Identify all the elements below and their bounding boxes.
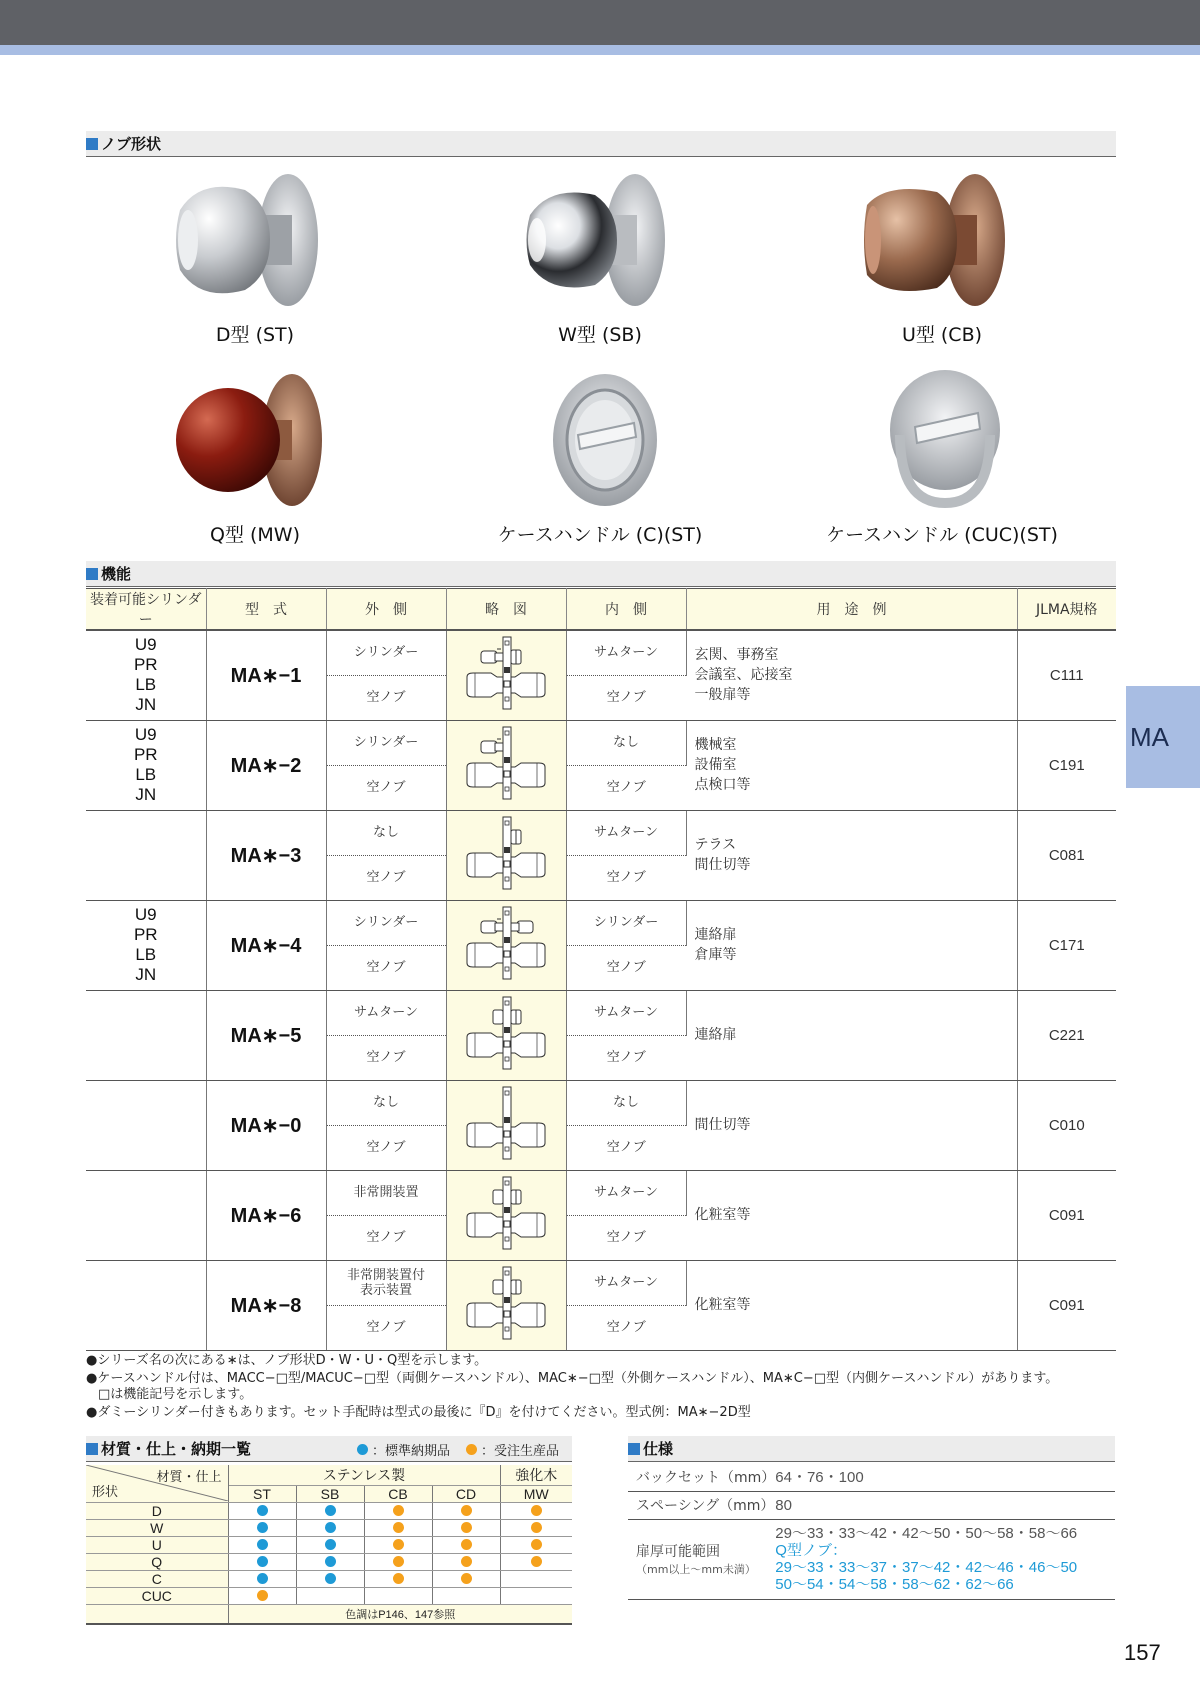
- model-cell: MA∗−8: [206, 1260, 326, 1350]
- use-example: 会議室、応接室: [694, 667, 793, 684]
- corner-top-label: 材質・仕上: [156, 1469, 222, 1484]
- lock-diagram-icon: [461, 702, 551, 717]
- orange-dot-icon: [461, 1539, 472, 1550]
- outside-top: [326, 810, 446, 855]
- cylinder-cell: [86, 810, 206, 900]
- square-bullet-icon: [628, 1443, 640, 1455]
- diagram-cell: [446, 1170, 566, 1260]
- notes: [86, 1353, 1126, 1423]
- cylinder-code: JN: [135, 785, 157, 804]
- availability-cell: [364, 1554, 432, 1571]
- case-handle-c-icon: [530, 365, 680, 515]
- diagram-cell: [446, 1260, 566, 1350]
- jlma-cell: C171: [1017, 900, 1116, 990]
- jlma-cell: C091: [1017, 1260, 1116, 1350]
- use-example: テラス: [694, 837, 737, 853]
- lock-diagram-icon: [461, 792, 551, 807]
- knob-image-w: [515, 170, 685, 310]
- spec-door-value-1: 29〜33・33〜42・42〜50・50〜58・58〜66: [775, 1525, 1078, 1542]
- cylinder-cell: [86, 1170, 206, 1260]
- materials-row: [86, 1520, 572, 1537]
- use-example: 連絡扉: [694, 1027, 737, 1043]
- note-1: ●シリーズ名の次にある∗は、ノブ形状D・W・U・Q型を示します。: [86, 1353, 488, 1368]
- cylinder-cell: [86, 630, 206, 720]
- spec-door-label-cell: [628, 1519, 775, 1599]
- shape-label: U: [86, 1537, 228, 1554]
- spec-row-backset: [628, 1463, 1115, 1491]
- model-cell: MA∗−3: [206, 810, 326, 900]
- spec-door-values: [775, 1519, 1115, 1599]
- uses-cell: [686, 900, 1017, 990]
- spec-spacing-value: 80: [775, 1491, 1115, 1519]
- use-example: 倉庫等: [694, 947, 737, 963]
- header-diagram: 略 図: [446, 589, 566, 631]
- footer-blank: [86, 1605, 228, 1624]
- section-functions: [86, 561, 1116, 587]
- cylinder-code: JN: [135, 695, 157, 715]
- corner-bottom-label: 形状: [92, 1484, 119, 1499]
- orange-dot-icon: [461, 1556, 472, 1567]
- jlma-cell: C081: [1017, 810, 1116, 900]
- outside-bottom: 空ノブ: [326, 945, 446, 990]
- availability-cell: [500, 1588, 572, 1605]
- header-uses: 用 途 例: [686, 589, 1017, 631]
- uses-cell: [686, 630, 1017, 720]
- availability-cell: [432, 1554, 500, 1571]
- spec-table: [628, 1463, 1115, 1600]
- section-specs: [628, 1436, 1115, 1462]
- orange-dot-icon: [531, 1556, 542, 1567]
- inside-bottom: 空ノブ: [566, 1215, 686, 1260]
- outside-bottom: 空ノブ: [326, 765, 446, 810]
- cylinder-code: PR: [133, 745, 158, 764]
- outside-top-text: 非常開装置付 表示装置: [346, 1267, 425, 1298]
- legend: [357, 1440, 559, 1459]
- outside-top-text: シリンダー: [353, 735, 419, 750]
- orange-dot-icon: [393, 1522, 404, 1533]
- note-2-cont: □は機能記号を示します。: [98, 1387, 253, 1402]
- outside-top-text: 非常開装置: [353, 1185, 419, 1200]
- cylinder-cell: [86, 1080, 206, 1170]
- availability-cell: [296, 1503, 364, 1520]
- use-example: 間仕切等: [694, 1117, 751, 1133]
- lock-diagram-icon: [461, 1242, 551, 1257]
- diagram-cell: [446, 630, 566, 720]
- model-cell: MA∗−2: [206, 720, 326, 810]
- spec-spacing-label: スペーシング（mm）: [628, 1491, 775, 1519]
- shape-label: Q: [86, 1554, 228, 1571]
- uses-cell: [686, 990, 1017, 1080]
- model-cell: MA∗−6: [206, 1170, 326, 1260]
- side-index-tab: [1126, 686, 1200, 788]
- lock-diagram-icon: [461, 1332, 551, 1347]
- availability-cell: [364, 1588, 432, 1605]
- availability-cell: [228, 1588, 296, 1605]
- knob-image-case-c: [530, 365, 680, 515]
- availability-cell: [432, 1503, 500, 1520]
- model-cell: MA∗−4: [206, 900, 326, 990]
- outside-top: [326, 630, 446, 675]
- outside-bottom: 空ノブ: [326, 1035, 446, 1080]
- spec-row-spacing: [628, 1491, 1115, 1519]
- cylinder-code: PR: [133, 925, 158, 944]
- use-example: 玄関、事務室: [694, 647, 779, 664]
- cylinder-cell: [86, 720, 206, 810]
- group-wood: 強化木: [500, 1465, 572, 1486]
- cylinder-code: LB: [135, 765, 157, 784]
- jlma-cell: C111: [1017, 630, 1116, 720]
- blue-dot-icon: [325, 1573, 336, 1584]
- materials-table: [86, 1465, 572, 1625]
- outside-top: [326, 990, 446, 1035]
- use-example: 点検口等: [694, 777, 751, 793]
- availability-cell: [364, 1503, 432, 1520]
- group-stainless: ステンレス製: [228, 1465, 500, 1486]
- inside-bottom: 空ノブ: [566, 1305, 686, 1350]
- inside-top: サムターン: [566, 1260, 686, 1305]
- uses-cell: [686, 1080, 1017, 1170]
- availability-cell: [296, 1571, 364, 1588]
- outside-top-text: なし: [372, 1095, 399, 1110]
- orange-dot-icon: [461, 1522, 472, 1533]
- blue-dot-icon: [257, 1573, 268, 1584]
- blue-dot-icon: [357, 1444, 368, 1455]
- model-cell: MA∗−5: [206, 990, 326, 1080]
- top-band: [0, 0, 1200, 45]
- spec-door-label-sub: （mm以上〜mm未満）: [636, 1563, 756, 1576]
- use-example: 連絡扉: [694, 927, 737, 943]
- availability-cell: [500, 1537, 572, 1554]
- knob-caption-u: U型 (CB): [901, 324, 983, 346]
- use-example: 一般扉等: [694, 687, 751, 704]
- page-number: 157: [1124, 1640, 1161, 1665]
- uses-cell: [686, 720, 1017, 810]
- outside-top-text: サムターン: [353, 1005, 419, 1020]
- inside-bottom: 空ノブ: [566, 945, 686, 990]
- section-title: 仕様: [643, 1440, 674, 1458]
- case-handle-cuc-icon: [870, 365, 1020, 515]
- use-example: 化粧室等: [694, 1297, 751, 1313]
- availability-cell: [432, 1537, 500, 1554]
- blue-dot-icon: [257, 1522, 268, 1533]
- outside-top-text: シリンダー: [353, 645, 419, 661]
- function-row: [86, 1080, 1116, 1125]
- orange-dot-icon: [531, 1539, 542, 1550]
- section-title: 材質・仕上・納期一覧: [101, 1440, 252, 1458]
- section-knob-shapes: [86, 131, 1116, 157]
- availability-cell: [296, 1520, 364, 1537]
- function-table-header: [86, 589, 1116, 631]
- knob-caption-case-c: ケースハンドル (C)(ST): [497, 524, 703, 546]
- top-stripe: [0, 45, 1200, 55]
- blue-dot-icon: [325, 1556, 336, 1567]
- use-example: 設備室: [694, 757, 737, 773]
- note-3: ●ダミーシリンダー付きもあります。セット手配時は型式の最後に『D』を付けてください。型式例：MA∗−2D型: [86, 1405, 751, 1420]
- knob-q-icon: [170, 370, 340, 510]
- inside-top: サムターン: [566, 810, 686, 855]
- knob-caption-q: Q型 (MW): [210, 524, 300, 546]
- availability-cell: [500, 1503, 572, 1520]
- availability-cell: [500, 1554, 572, 1571]
- section-title: 機能: [101, 565, 132, 583]
- availability-cell: [364, 1520, 432, 1537]
- header-cylinder: 装着可能シリンダー: [86, 589, 206, 631]
- diagram-cell: [446, 720, 566, 810]
- orange-dot-icon: [393, 1556, 404, 1567]
- knob-caption-d: D型 (ST): [215, 324, 295, 346]
- model-cell: MA∗−1: [206, 630, 326, 720]
- inside-bottom: 空ノブ: [566, 1035, 686, 1080]
- materials-row: [86, 1571, 572, 1588]
- uses-cell: [686, 810, 1017, 900]
- materials-row: [86, 1554, 572, 1571]
- knob-caption-case-cuc: ケースハンドル (CUC)(ST): [826, 524, 1058, 546]
- jlma-cell: C091: [1017, 1170, 1116, 1260]
- inside-bottom: 空ノブ: [566, 855, 686, 900]
- legend-standard: ：標準納期品: [372, 1444, 451, 1459]
- inside-top: なし: [566, 720, 686, 765]
- shape-label: C: [86, 1571, 228, 1588]
- function-row: [86, 1260, 1116, 1305]
- materials-corner: [86, 1465, 228, 1503]
- jlma-cell: C010: [1017, 1080, 1116, 1170]
- inside-top: サムターン: [566, 1170, 686, 1215]
- outside-top: [326, 1080, 446, 1125]
- lock-diagram-icon: [461, 972, 551, 987]
- use-example: 機械室: [694, 737, 737, 753]
- inside-bottom: 空ノブ: [566, 675, 686, 720]
- spec-backset-label: バックセット（mm）: [628, 1463, 775, 1491]
- diagram-cell: [446, 810, 566, 900]
- cylinder-code: LB: [135, 945, 157, 964]
- knob-caption-w: W型 (SB): [558, 324, 642, 346]
- uses-cell: [686, 1170, 1017, 1260]
- side-tab-label: MA: [1130, 721, 1169, 752]
- function-row: [86, 720, 1116, 765]
- legend-order: ：受注生産品: [481, 1444, 560, 1459]
- outside-bottom: 空ノブ: [326, 855, 446, 900]
- diagram-cell: [446, 1080, 566, 1170]
- jlma-cell: C191: [1017, 720, 1116, 810]
- header-outside: 外 側: [326, 589, 446, 631]
- orange-dot-icon: [466, 1444, 477, 1455]
- orange-dot-icon: [461, 1505, 472, 1516]
- outside-top: [326, 1260, 446, 1305]
- materials-footer-row: [86, 1605, 572, 1624]
- outside-bottom: 空ノブ: [326, 1125, 446, 1170]
- function-row: [86, 990, 1116, 1035]
- inside-top: サムターン: [566, 630, 686, 675]
- blue-dot-icon: [257, 1505, 268, 1516]
- function-row: [86, 900, 1116, 945]
- cylinder-code: U9: [134, 905, 157, 924]
- inside-top: シリンダー: [566, 900, 686, 945]
- blue-dot-icon: [257, 1556, 268, 1567]
- availability-cell: [364, 1571, 432, 1588]
- materials-row: [86, 1503, 572, 1520]
- knob-image-q: [170, 370, 340, 510]
- inside-top: サムターン: [566, 990, 686, 1035]
- header-model: 型 式: [206, 589, 326, 631]
- spec-row-door: [628, 1519, 1115, 1599]
- lock-diagram-icon: [461, 882, 551, 897]
- cylinder-code: JN: [135, 965, 157, 984]
- diagram-cell: [446, 900, 566, 990]
- orange-dot-icon: [393, 1505, 404, 1516]
- finish-sb: SB: [296, 1486, 364, 1503]
- use-example: 間仕切等: [694, 857, 751, 873]
- shape-label: CUC: [86, 1588, 228, 1605]
- outside-top: [326, 720, 446, 765]
- outside-top: [326, 1170, 446, 1215]
- uses-cell: [686, 1260, 1017, 1350]
- shape-label: W: [86, 1520, 228, 1537]
- availability-cell: [228, 1571, 296, 1588]
- spec-door-q-label: Q型ノブ：: [775, 1542, 847, 1559]
- blue-dot-icon: [325, 1522, 336, 1533]
- note-2: ●ケースハンドル付は、MACC−□型/MACUC−□型（両側ケースハンドル）、MAC∗−□型（外側ケースハンドル）、MA∗C−□型（内側ケースハンドル）があります。: [86, 1371, 1059, 1386]
- availability-cell: [228, 1554, 296, 1571]
- function-row: [86, 810, 1116, 855]
- spec-door-value-3: 50〜54・54〜58・58〜62・62〜66: [775, 1576, 1014, 1593]
- availability-cell: [500, 1571, 572, 1588]
- materials-row: [86, 1537, 572, 1554]
- knob-u-icon: [857, 170, 1027, 310]
- outside-top-text: なし: [372, 825, 399, 840]
- orange-dot-icon: [393, 1539, 404, 1550]
- function-row: [86, 630, 1116, 675]
- header-jlma: JLMA規格: [1017, 589, 1116, 631]
- availability-cell: [432, 1571, 500, 1588]
- availability-cell: [296, 1554, 364, 1571]
- orange-dot-icon: [257, 1590, 268, 1601]
- spec-door-label: 扉厚可能範囲: [636, 1544, 720, 1560]
- shape-label: D: [86, 1503, 228, 1520]
- orange-dot-icon: [393, 1573, 404, 1584]
- cylinder-code: U9: [134, 725, 157, 744]
- cylinder-code: LB: [135, 675, 157, 695]
- materials-footer: 色調はP146、147参照: [228, 1605, 572, 1624]
- cylinder-cell: [86, 990, 206, 1080]
- section-title: ノブ形状: [101, 135, 162, 153]
- outside-top: [326, 900, 446, 945]
- finish-mw: MW: [500, 1486, 572, 1503]
- knob-d-icon: [170, 170, 340, 310]
- finish-cb: CB: [364, 1486, 432, 1503]
- knob-w-icon: [515, 170, 685, 310]
- jlma-cell: C221: [1017, 990, 1116, 1080]
- blue-dot-icon: [325, 1539, 336, 1550]
- cylinder-cell: [86, 1260, 206, 1350]
- orange-dot-icon: [531, 1505, 542, 1516]
- outside-top-text: シリンダー: [353, 915, 419, 930]
- function-table: [86, 588, 1116, 1351]
- inside-top: なし: [566, 1080, 686, 1125]
- square-bullet-icon: [86, 1443, 98, 1455]
- outside-bottom: 空ノブ: [326, 1215, 446, 1260]
- header-inside: 内 側: [566, 589, 686, 631]
- lock-diagram-icon: [461, 1152, 551, 1167]
- availability-cell: [364, 1537, 432, 1554]
- availability-cell: [228, 1537, 296, 1554]
- availability-cell: [296, 1537, 364, 1554]
- availability-cell: [432, 1520, 500, 1537]
- function-row: [86, 1170, 1116, 1215]
- materials-header-row: [86, 1465, 572, 1486]
- cylinder-code: PR: [133, 655, 158, 675]
- orange-dot-icon: [461, 1573, 472, 1584]
- inside-bottom: 空ノブ: [566, 765, 686, 810]
- materials-row: [86, 1588, 572, 1605]
- finish-cd: CD: [432, 1486, 500, 1503]
- finish-st: ST: [228, 1486, 296, 1503]
- blue-dot-icon: [257, 1539, 268, 1550]
- blue-dot-icon: [325, 1505, 336, 1516]
- square-bullet-icon: [86, 568, 98, 580]
- orange-dot-icon: [531, 1522, 542, 1533]
- knob-image-case-cuc: [870, 365, 1020, 515]
- availability-cell: [228, 1503, 296, 1520]
- knob-image-d: [170, 170, 340, 310]
- cylinder-cell: [86, 900, 206, 990]
- diagram-cell: [446, 990, 566, 1080]
- outside-bottom: 空ノブ: [326, 1305, 446, 1350]
- spec-door-value-2: 29〜33・33〜37・37〜42・42〜46・46〜50: [775, 1559, 1078, 1576]
- model-cell: MA∗−0: [206, 1080, 326, 1170]
- knob-image-u: [857, 170, 1027, 310]
- spec-backset-value: 64・76・100: [775, 1463, 1115, 1491]
- availability-cell: [432, 1588, 500, 1605]
- availability-cell: [500, 1520, 572, 1537]
- availability-cell: [228, 1520, 296, 1537]
- outside-bottom: 空ノブ: [326, 675, 446, 720]
- lock-diagram-icon: [461, 1062, 551, 1077]
- inside-bottom: 空ノブ: [566, 1125, 686, 1170]
- use-example: 化粧室等: [694, 1207, 751, 1223]
- square-bullet-icon: [86, 138, 98, 150]
- availability-cell: [296, 1588, 364, 1605]
- cylinder-code: U9: [134, 635, 157, 655]
